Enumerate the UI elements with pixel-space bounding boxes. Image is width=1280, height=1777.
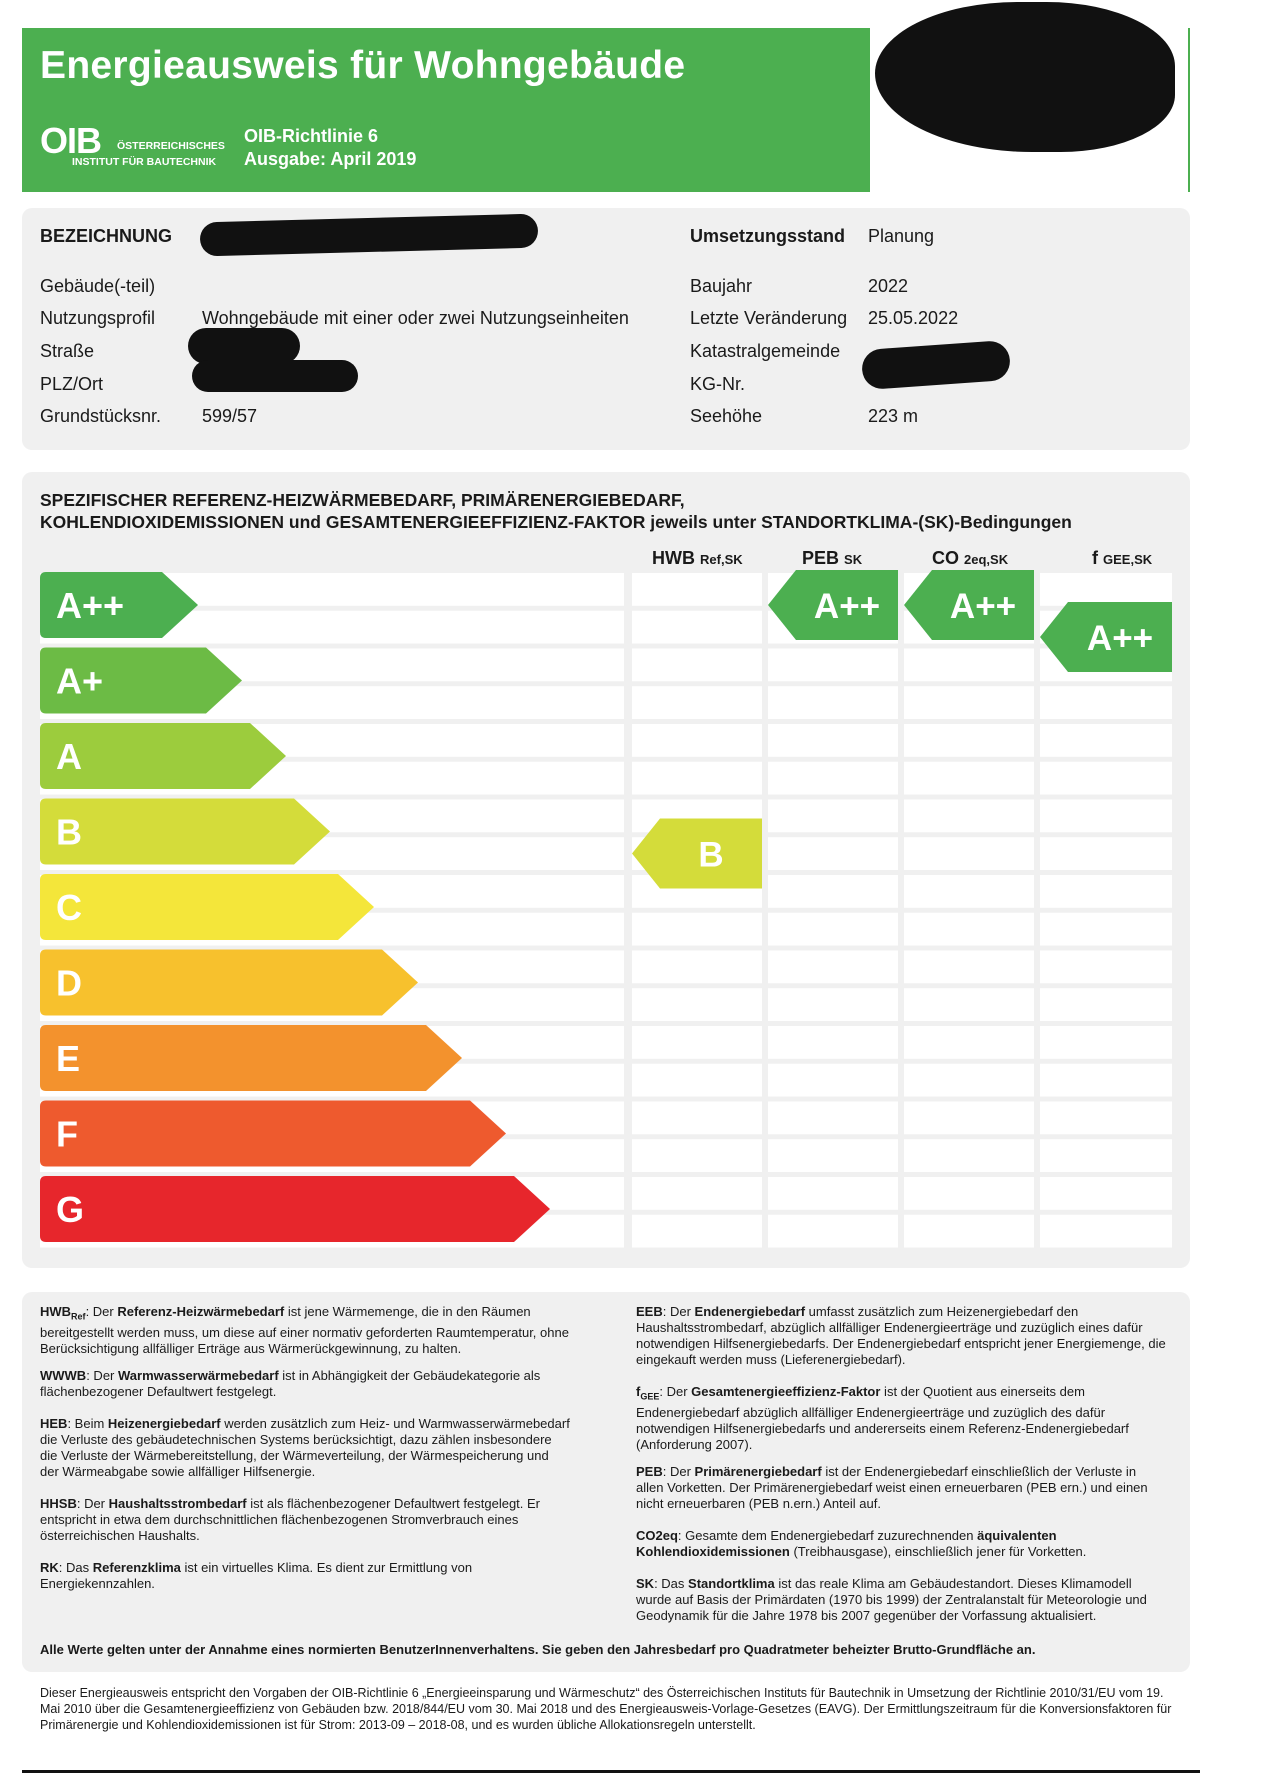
grid-cell	[768, 1139, 898, 1172]
grid-cell	[632, 913, 762, 946]
rating-marker-label: A++	[949, 587, 1017, 626]
definition-heb: HEB: Beim Heizenergiebedarf werden zusätzlich zum Heiz- und Warmwasserwärmebedarf die Verluste des gebäudetechnischen Systems berücksichtigt, dazu zählen insbesondere die Verluste der Wärmebereitstellung, der Wärmeverteilung, der Wärmespeicherung und der Wärmeabgabe sowie allfälliger Hilfsenergie.	[40, 1416, 570, 1479]
column-header-fgee: f GEE,SK	[1092, 548, 1153, 568]
grid-cell	[768, 951, 898, 984]
grid-cell	[632, 686, 762, 719]
grid-cell	[1040, 800, 1172, 833]
grid-cell	[904, 1177, 1034, 1210]
grid-cell	[768, 913, 898, 946]
class-bar-g	[40, 1176, 550, 1242]
grid-cell	[768, 724, 898, 757]
nutzungsprofil-label: Nutzungsprofil	[40, 308, 156, 328]
grid-cell	[632, 1215, 762, 1248]
grid-cell	[768, 1064, 898, 1097]
definition-sk: SK: Das Standortklima ist das reale Klima am Gebäudestandort. Dieses Klimamodell wurde auf Basis der Primärdaten (1970 bis 1999) der Zentralanstalt für Meteorologie und Geodynamik für die Jahre 1978 bis 2007 gegenüber der Vorfassung aktualisiert.	[636, 1576, 1147, 1623]
rating-marker-label: B	[698, 835, 724, 875]
grid-cell	[904, 875, 1034, 908]
class-label: E	[56, 1038, 81, 1079]
letzte-veraenderung-label: Letzte Veränderung	[690, 308, 848, 328]
umsetzungsstand-value: Planung	[868, 226, 935, 246]
grid-cell	[768, 1102, 898, 1135]
class-label: A+	[56, 660, 104, 702]
grid-cell	[768, 1026, 898, 1059]
gebaeude-label: Gebäude(-teil)	[40, 276, 156, 296]
class-bar-c	[40, 874, 374, 940]
grid-cell	[768, 988, 898, 1021]
baujahr-value: 2022	[868, 276, 909, 296]
edition-label: Ausgabe: April 2019	[244, 149, 417, 169]
definition-wwwb: WWWB: Der Warmwasserwärmebedarf ist in Abhängigkeit der Gebäudekategorie als flächenbezogener Defaultwert festgelegt.	[40, 1368, 541, 1399]
seehoehe-value: 223 m	[868, 406, 919, 426]
grid-cell	[632, 951, 762, 984]
grid-cell	[632, 573, 762, 606]
seehoehe-label: Seehöhe	[690, 406, 763, 426]
grid-cell	[768, 800, 898, 833]
column-header-peb: PEB SK	[802, 548, 863, 568]
grundstueck-value: 599/57	[202, 406, 258, 426]
grid-cell	[632, 1177, 762, 1210]
grid-cell	[904, 649, 1034, 682]
grid-cell	[1040, 762, 1172, 795]
baujahr-label: Baujahr	[690, 276, 753, 296]
grid-cell	[768, 1215, 898, 1248]
institute-name-line2: INSTITUT FÜR BAUTECHNIK	[72, 156, 217, 168]
grid-cell	[768, 875, 898, 908]
grid-cell	[904, 686, 1034, 719]
grid-cell	[1040, 724, 1172, 757]
grid-cell	[632, 1102, 762, 1135]
grid-cell	[1040, 686, 1172, 719]
grid-cell	[768, 762, 898, 795]
grid-cell	[904, 1139, 1034, 1172]
grid-cell	[904, 1102, 1034, 1135]
definition-fgee: $f_{GEE}$: Der Gesamtenergieeffizienz-Faktor ist der Quotient aus einerseits dem Endenergiebedarf abzüglich allfälliger Endenergieerträge und zuzüglich des dafür notwendigen Hilfsenergiebedarfs und andererseits einem Referenz-Endenergiebedarf (Anforderung 2007).	[636, 1384, 1129, 1452]
definitions-note: Alle Werte gelten unter der Annahme eines normierten BenutzerInnenverhaltens. Sie geben den Jahresbedarf pro Quadratmeter beheizter Brutto-Grundfläche an.	[40, 1642, 1036, 1657]
letzte-veraenderung-value: 25.05.2022	[868, 308, 959, 328]
definition-co2eq: CO2eq: Gesamte dem Endenergiebedarf zuzurechnenden äquivalenten Kohlendioxidemissionen (Treibhausgase), einschließlich jener für Vorketten.	[636, 1528, 1087, 1559]
grid-cell	[768, 1177, 898, 1210]
grid-cell	[632, 1064, 762, 1097]
grid-cell	[768, 686, 898, 719]
grid-cell	[904, 837, 1034, 870]
class-label: G	[56, 1189, 85, 1230]
class-label: F	[56, 1113, 78, 1155]
rating-title-line1: SPEZIFISCHER REFERENZ-HEIZWÄRMEBEDARF, PRIMÄRENERGIEBEDARF,	[40, 490, 685, 510]
grid-cell	[1040, 1177, 1172, 1210]
bottom-rule	[22, 1770, 1200, 1773]
definition-peb: PEB: Der Primärenergiebedarf ist der Endenergiebedarf einschließlich der Verluste in allen Vorketten. Der Primärenergiebedarf weist einen erneuerbaren (PEB ern.) und einen nicht erneuerbaren (PEB n.ern.) Anteil auf.	[636, 1464, 1148, 1511]
grid-cell	[1040, 573, 1172, 606]
guideline-label: OIB-Richtlinie 6	[244, 126, 379, 146]
class-bar-b	[40, 799, 330, 865]
rating-marker-label: A++	[813, 587, 881, 626]
grid-cell	[632, 1139, 762, 1172]
grid-cell	[1040, 951, 1172, 984]
definition-hhsb: HHSB: Der Haushaltsstrombedarf ist als flächenbezogener Defaultwert festgelegt. Er entspricht in etwa dem durchschnittlichen flächenbezogenen Stromverbrauch eines österreichischen Haushalts.	[40, 1496, 541, 1543]
grid-cell	[632, 1026, 762, 1059]
grid-cell	[904, 1215, 1034, 1248]
class-label: C	[56, 887, 82, 928]
nutzungsprofil-value: Wohngebäude mit einer oder zwei Nutzungseinheiten	[202, 308, 629, 328]
grid-cell	[904, 800, 1034, 833]
grid-cell	[1040, 875, 1172, 908]
column-header-co2: CO 2eq,SK	[932, 548, 1009, 568]
class-label: B	[56, 811, 82, 853]
class-bar-d	[40, 950, 418, 1016]
grid-cell	[904, 762, 1034, 795]
grid-cell	[1040, 1026, 1172, 1059]
grid-cell	[632, 611, 762, 644]
oib-logo: OIB	[40, 120, 102, 161]
grid-cell	[1040, 1064, 1172, 1097]
grid-cell	[632, 988, 762, 1021]
grid-cell	[904, 913, 1034, 946]
rating-marker-label: A++	[1086, 619, 1154, 658]
rating-title-line2: KOHLENDIOXIDEMISSIONEN und GESAMTENERGIEEFFIZIENZ-FAKTOR jeweils unter STANDORTKLIMA-(SK)-Bedingungen	[40, 512, 1072, 532]
grid-cell	[1040, 913, 1172, 946]
definition-eeb: EEB: Der Endenergiebedarf umfasst zusätzlich zum Heizenergiebedarf den Haushaltsstrombedarf, abzüglich allfälliger Endenergieerträge und zuzüglich eines dafür notwendigen Hilfsenergiebedarfs. Der Endenergiebedarf entspricht jener Energiemenge, die eingekauft werden muss (Lieferenergiebedarf).	[636, 1304, 1166, 1367]
umsetzungsstand-label: Umsetzungsstand	[690, 226, 846, 246]
grid-cell	[904, 951, 1034, 984]
grid-cell	[1040, 988, 1172, 1021]
grid-cell	[904, 988, 1034, 1021]
kg-nr-label: KG-Nr.	[690, 374, 746, 394]
class-label: A++	[56, 585, 125, 626]
grid-cell	[1040, 1215, 1172, 1248]
strasse-label: Straße	[40, 341, 95, 361]
legal-footer: Dieser Energieausweis entspricht den Vorgaben der OIB-Richtlinie 6 „Energieeinsparung und Wärmeschutz“ des Österreichischen Instituts für Bautechnik in Umsetzung der Richtlinie 2010/31/EU vom 19. Mai 2010 über die Gesamtenergieeffizienz von Gebäuden bzw. 2018/844/EU vom 30. Mai 2018 und des Energieausweis-Vorlage-Gesetzes (EAVG). Der Ermittlungszeitraum für die Konversionsfaktoren für Primärenergie und Kohlendioxidemissionen ist für Strom: 2013-09 – 2018-08, und es wurden übliche Allokationsregeln unterstellt.	[40, 1686, 1172, 1732]
bezeichnung-label: BEZEICHNUNG	[40, 226, 173, 246]
grid-cell	[1040, 1139, 1172, 1172]
plz-ort-label: PLZ/Ort	[40, 374, 104, 394]
grid-cell	[632, 724, 762, 757]
grid-cell	[632, 649, 762, 682]
grid-cell	[768, 837, 898, 870]
grid-cell	[1040, 1102, 1172, 1135]
class-bar-e	[40, 1025, 462, 1091]
grid-cell	[768, 649, 898, 682]
class-bar-f	[40, 1101, 506, 1167]
grundstueck-label: Grundstücksnr.	[40, 406, 162, 426]
institute-name-line1: ÖSTERREICHISCHES	[117, 140, 225, 152]
class-label: A	[56, 736, 82, 777]
document-title: Energieausweis für Wohngebäude	[40, 44, 686, 87]
grid-cell	[904, 724, 1034, 757]
grid-cell	[1040, 837, 1172, 870]
katastralgemeinde-label: Katastralgemeinde	[690, 341, 841, 361]
grid-cell	[904, 1064, 1034, 1097]
grid-cell	[904, 1026, 1034, 1059]
class-label: D	[56, 962, 82, 1004]
definition-hwb: $HWB_{Ref}$: Der Referenz-Heizwärmebedarf ist jene Wärmemenge, die in den Räumen bereitgestellt werden muss, um diese auf einer normativ geforderten Raumtemperatur, ohne Berücksichtigung allfälliger Erträge aus Wärmerückgewinnung, zu halten.	[40, 1304, 569, 1356]
definition-rk: RK: Das Referenzklima ist ein virtuelles Klima. Es dient zur Ermittlung von Energiekennzahlen.	[40, 1560, 473, 1591]
grid-cell	[632, 762, 762, 795]
column-header-hwb: HWB Ref,SK	[652, 548, 743, 568]
